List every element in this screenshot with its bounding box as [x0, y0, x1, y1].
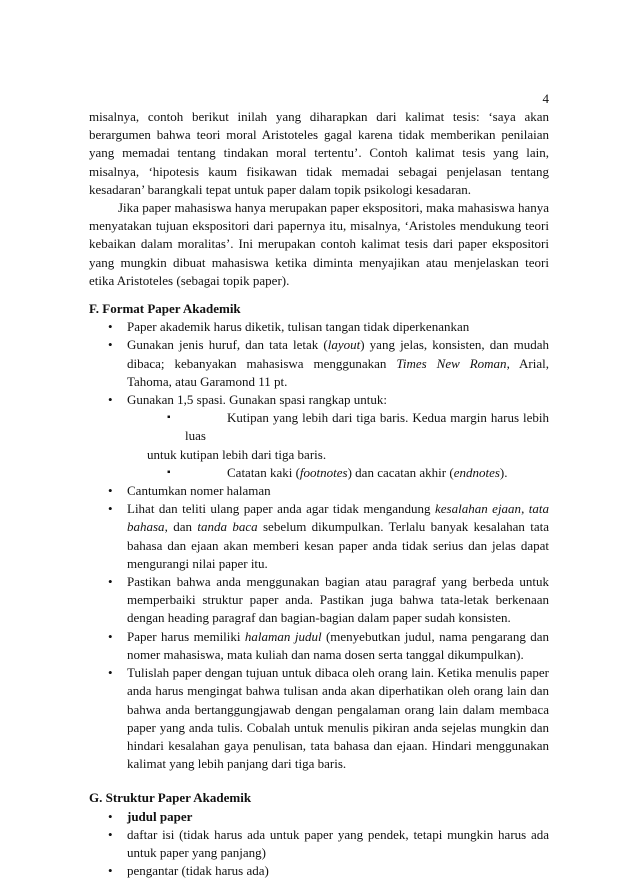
item-text: ) yang jelas, konsisten, dan mudah dibaca; kebanyakan mahasiswa menggunakan [127, 337, 550, 371]
bullet-icon: • [108, 808, 113, 824]
item-text: Pastikan bahwa anda menggunakan bagian atau paragraf yang berbeda untuk memperbaiki struktur paper anda. Pastikan juga bahwa tata-letak berkenaan dengan heading paragraf dan bagian-bagian dalam paper sudah konsisten. [127, 574, 549, 626]
list-item [108, 336, 550, 391]
item-italic: tanda baca [197, 519, 258, 535]
page-content [89, 108, 549, 880]
item-text: Kutipan yang lebih dari tiga baris. Kedua margin harus lebih luas [185, 410, 549, 444]
item-text: Catatan kaki ( [227, 464, 300, 480]
list-item [108, 391, 549, 482]
item-text: Gunakan 1,5 spasi. Gunakan spasi rangkap untuk: [127, 392, 387, 408]
list-item [108, 862, 549, 880]
bullet-icon: • [108, 483, 113, 499]
item-text: Gunakan jenis huruf, dan tata letak ( [127, 337, 328, 353]
bullet-icon: • [108, 337, 113, 353]
list-item [108, 826, 549, 862]
section-g-list [89, 808, 549, 880]
item-text: Lihat dan teliti ulang paper anda agar tidak mengandung [127, 501, 435, 517]
item-italic: tata bahasa [127, 501, 550, 535]
bullet-icon: • [108, 574, 113, 590]
item-italic: footnotes [299, 464, 348, 480]
item-text: Tulislah paper dengan tujuan untuk dibaca oleh orang lain. Ketika menulis paper anda harus mengingat bahwa tulisan anda akan diperhatikan oleh orang lain dan bahwa anda bertanggungjawab dengan pengalaman orang lain dalam membaca paper yang anda tulis. Cobalah untuk menulis pikiran anda sejelas mungkin dan hindari kesalahan gaya penulisan, tata bahasa dan ejaan. Hindari menggunakan kalimat yang lebih panjang dari tiga baris. [127, 665, 549, 772]
item-text: ). [499, 464, 508, 480]
bullet-icon: • [108, 319, 113, 335]
list-item [108, 664, 549, 773]
bullet-icon: • [108, 501, 113, 517]
spacing-sublist [127, 464, 549, 482]
item-text: sebelum dikumpulkan. Terlalu banyak kesalahan tata bahasa dan ejaan akan memberi kesan paper anda tidak serius dan jelas dapat mengurangi nilai paper itu. [127, 519, 549, 571]
bullet-icon: • [108, 628, 113, 644]
section-g-heading: G. Struktur Paper Akademik [89, 790, 252, 806]
item-text: , [521, 501, 529, 517]
item-text: , Arial, Tahoma, atau Garamond 11 pt. [127, 355, 550, 389]
list-item [108, 482, 549, 500]
square-bullet-icon: ▪ [167, 466, 171, 478]
list-item [108, 808, 549, 826]
list-item [108, 500, 550, 573]
section-f-list [89, 318, 549, 773]
item-italic: kesalahan ejaan [435, 501, 522, 517]
sublist-item [167, 464, 549, 482]
list-item [108, 318, 549, 336]
item-text: ) dan cacatan akhir ( [347, 464, 454, 480]
item-italic: Times New Roman [396, 355, 507, 371]
item-italic: halaman judul [244, 628, 322, 644]
sublist-continuation: untuk kutipan lebih dari tiga baris. [147, 446, 327, 462]
bullet-icon: • [108, 392, 113, 408]
item-text: daftar isi (tidak harus ada untuk paper yang pendek, tetapi mungkin harus ada untuk paper yang panjang) [127, 826, 549, 860]
item-text: pengantar (tidak harus ada) [127, 863, 269, 879]
item-italic: layout [327, 337, 361, 353]
item-text: , dan [164, 519, 198, 535]
page-number: 4 [542, 91, 549, 106]
spacing-sublist [127, 409, 549, 445]
item-text: Cantumkan nomer halaman [127, 483, 271, 499]
bullet-icon: • [108, 665, 113, 681]
item-text: Paper harus memiliki [127, 628, 245, 644]
bullet-icon: • [108, 826, 113, 842]
bullet-icon: • [108, 863, 113, 879]
list-item [108, 628, 549, 664]
intro-paragraph-2: Jika paper mahasiswa hanya merupakan paper ekspositori, maka mahasiswa hanya menyatakan tujuan ekspositori dari papernya itu, misalnya, ‘Aristoles mendukung teori kebaikan dalam moralitas’. Ini merupakan contoh kalimat tesis dari paper ekspositori yang mungkin dibuat mahasiswa ketika diminta menyajikan atau menjelaskan teori etika Aristoteles (sebagai topik paper). [89, 200, 549, 288]
item-italic: endnotes [453, 464, 500, 480]
item-text: Paper akademik harus diketik, tulisan tangan tidak diperkenankan [127, 319, 470, 335]
sublist-item [167, 409, 549, 445]
square-bullet-icon: ▪ [167, 412, 171, 424]
section-f-heading: F. Format Paper Akademik [89, 301, 241, 317]
item-text: (menyebutkan judul, nama pengarang dan nomer mahasiswa, mata kuliah dan nama dosen serta tanggal dikumpulkan). [127, 628, 549, 662]
intro-paragraph-1: misalnya, contoh berikut inilah yang diharapkan dari kalimat tesis: ‘saya akan berargumen bahwa teori moral Aristoteles gagal karena tidak memberikan penilaian yang memadai tentang tindakan moral tertentu’. Contoh kalimat tesis yang lain, misalnya, ‘hipotesis kaum fisikawan tidak memadai sebagai penjelasan tentang kesadaran’ barangkali tepat untuk paper dalam topik psikologi kesadaran. [89, 109, 549, 197]
list-item [108, 573, 549, 628]
item-text: judul paper [127, 808, 193, 824]
